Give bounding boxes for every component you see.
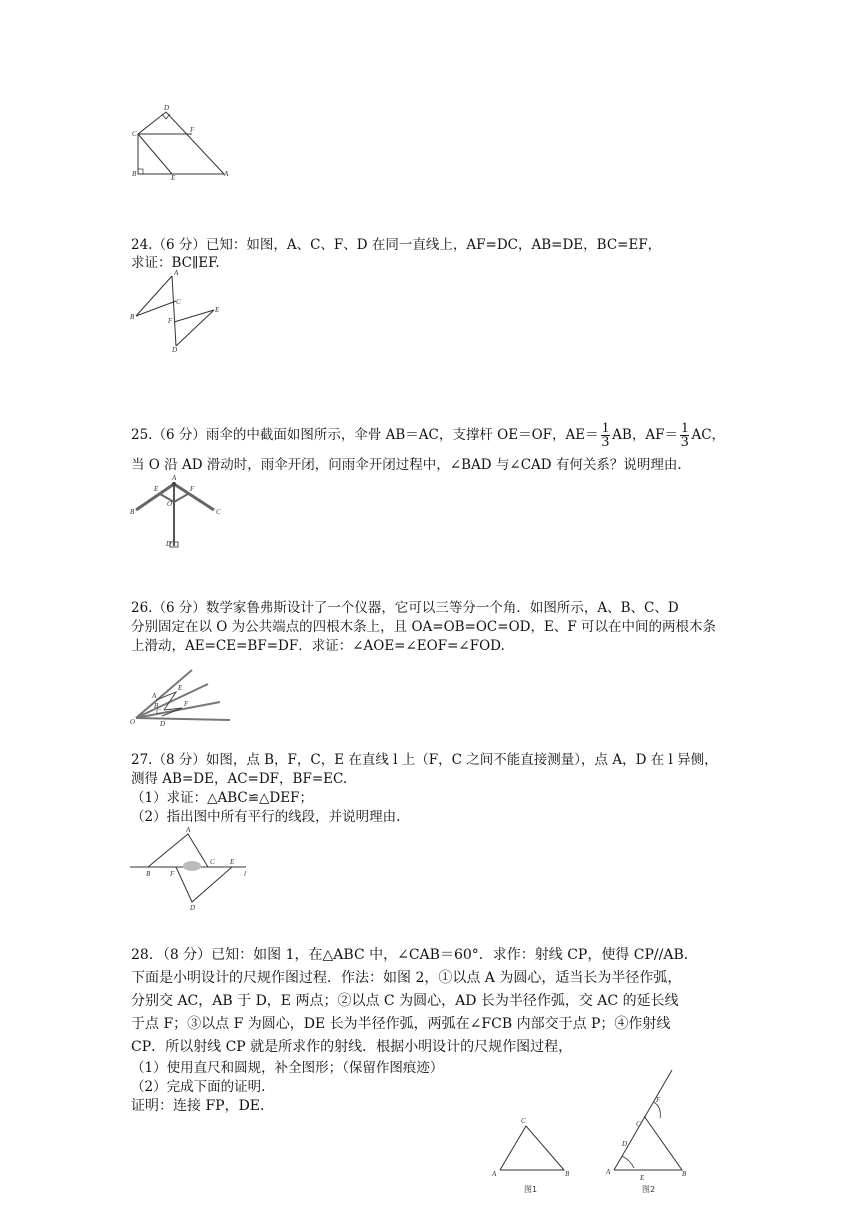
label-a: A: [172, 474, 177, 482]
label-d: D: [190, 904, 196, 912]
label-c: C: [216, 508, 221, 516]
label-c: C: [521, 1117, 526, 1125]
q24-line-1: 24.（6 分）已知：如图，A、C、F、D 在同一直线上，AF=DC，AB=DE，BC=EF，: [131, 237, 662, 253]
label-d: D: [166, 540, 172, 548]
label-d: D: [622, 1140, 628, 1148]
label-a: A: [174, 269, 179, 277]
q28-line-4: 于点 F；③以点 F 为圆心，DE 长为半径作弧，两弧在∠FCB 内部交于点 P；④作射线: [131, 1016, 671, 1032]
label-a: A: [606, 1168, 611, 1176]
figure-q24: [128, 268, 228, 353]
q28-line-7: （2）完成下面的证明.: [131, 1079, 266, 1095]
label-c: C: [132, 130, 137, 138]
q25-line-2: 当 O 沿 AD 滑动时，雨伞开闭，问雨伞开闭过程中，∠BAD 与∠CAD 有何关系？说明理由.: [131, 457, 682, 473]
label-f: F: [170, 870, 175, 878]
q28-line-5: CP．所以射线 CP 就是所求作的射线．根据小明设计的尺规作图过程，: [131, 1039, 573, 1055]
q28-line-8: 证明：连接 FP，DE．: [131, 1098, 275, 1114]
label-b: B: [682, 1170, 687, 1178]
q27-line-3: （1）求证：△ABC≌△DEF；: [131, 790, 313, 806]
label-e: E: [230, 858, 235, 866]
label-f: F: [168, 317, 173, 325]
q25-text-c: AC，: [691, 427, 726, 443]
q28-line-2: 下面是小明设计的尺规作图过程．作法：如图 2，①以点 A 为圆心，适当长为半径作弧，: [131, 970, 682, 986]
label-l: l: [244, 870, 246, 878]
q25-text-b: AB，AF＝: [612, 427, 678, 443]
q25-line-1: [131, 418, 725, 452]
label-a: A: [224, 170, 229, 178]
figure-q26: [126, 656, 246, 730]
label-b: B: [565, 1170, 570, 1178]
q26-line-1: 26.（6 分）数学家鲁弗斯设计了一个仪器，它可以三等分一个角．如图所示，A、B、C、D: [131, 600, 679, 616]
q25-text-a: 25.（6 分）雨伞的中截面如图所示，伞骨 AB＝AC，支撑杆 OE＝OF，AE＝: [131, 427, 599, 443]
label-b: B: [130, 508, 135, 516]
label-f: F: [184, 700, 189, 708]
q28-line-3: 分别交 AC，AB 于 D，E 两点；②以点 C 为圆心，AD 长为半径作弧，交 AC 的延长线: [131, 993, 679, 1009]
label-f: F: [656, 1096, 661, 1104]
q27-line-1: 27.（8 分）如图，点 B，F，C，E 在直线 l 上（F，C 之间不能直接测量），点 A，D 在 l 异侧，: [131, 752, 718, 768]
figure-q28-1: [488, 1112, 578, 1198]
label-a: A: [152, 692, 157, 700]
label-c: C: [176, 298, 181, 306]
label-b: B: [154, 702, 159, 710]
label-b: B: [146, 870, 151, 878]
label-e: E: [640, 1174, 645, 1182]
label-a: A: [186, 826, 191, 834]
q26-line-3: 上滑动，AE=CE=BF=DF．求证：∠AOE=∠EOF=∠FOD.: [131, 638, 505, 654]
label-a: A: [492, 1170, 497, 1178]
label-c: C: [636, 1120, 641, 1128]
label-b: B: [130, 313, 135, 321]
caption-figure-1: 图1: [524, 1185, 538, 1194]
label-f: F: [190, 126, 195, 134]
label-f: F: [190, 485, 195, 493]
figure-q25: [128, 474, 228, 554]
q27-line-2: 测得 AB=DE，AC=DF，BF=EC.: [131, 771, 348, 787]
caption-figure-2: 图2: [642, 1185, 656, 1194]
label-d: D: [164, 104, 170, 112]
figure-q27: [128, 824, 250, 912]
q26-line-2: 分别固定在以 O 为公共端点的四根木条上，且 OA=OB=OC=OD，E、F 可以在中间的两根木条: [131, 619, 716, 635]
label-o: O: [167, 500, 173, 508]
label-b: B: [132, 170, 137, 178]
label-e: E: [171, 174, 176, 182]
label-c: C: [210, 858, 215, 866]
fraction-one-third: $\frac{1}{3}$: [601, 420, 610, 450]
label-e: E: [154, 485, 159, 493]
label-d: D: [160, 720, 166, 728]
figure-q28-2: [600, 1066, 692, 1198]
label-e: E: [215, 306, 220, 314]
fraction-one-third-2: $\frac{1}{3}$: [680, 420, 689, 450]
q24-line-2: 求证：BC∥EF.: [131, 255, 220, 271]
label-e: E: [178, 684, 183, 692]
q27-line-4: （2）指出图中所有平行的线段，并说明理由.: [131, 809, 401, 825]
label-c: C: [156, 708, 161, 716]
q28-line-6: （1）使用直尺和圆规，补全图形；（保留作图痕迹）: [131, 1060, 444, 1076]
label-d: D: [172, 346, 178, 353]
label-o: O: [130, 718, 136, 726]
figure-q23: [128, 102, 238, 182]
q28-line-1: 28．（8 分）已知：如图 1，在△ABC 中，∠CAB＝60°．求作：射线 CP，使得 CP//AB．: [131, 947, 698, 963]
